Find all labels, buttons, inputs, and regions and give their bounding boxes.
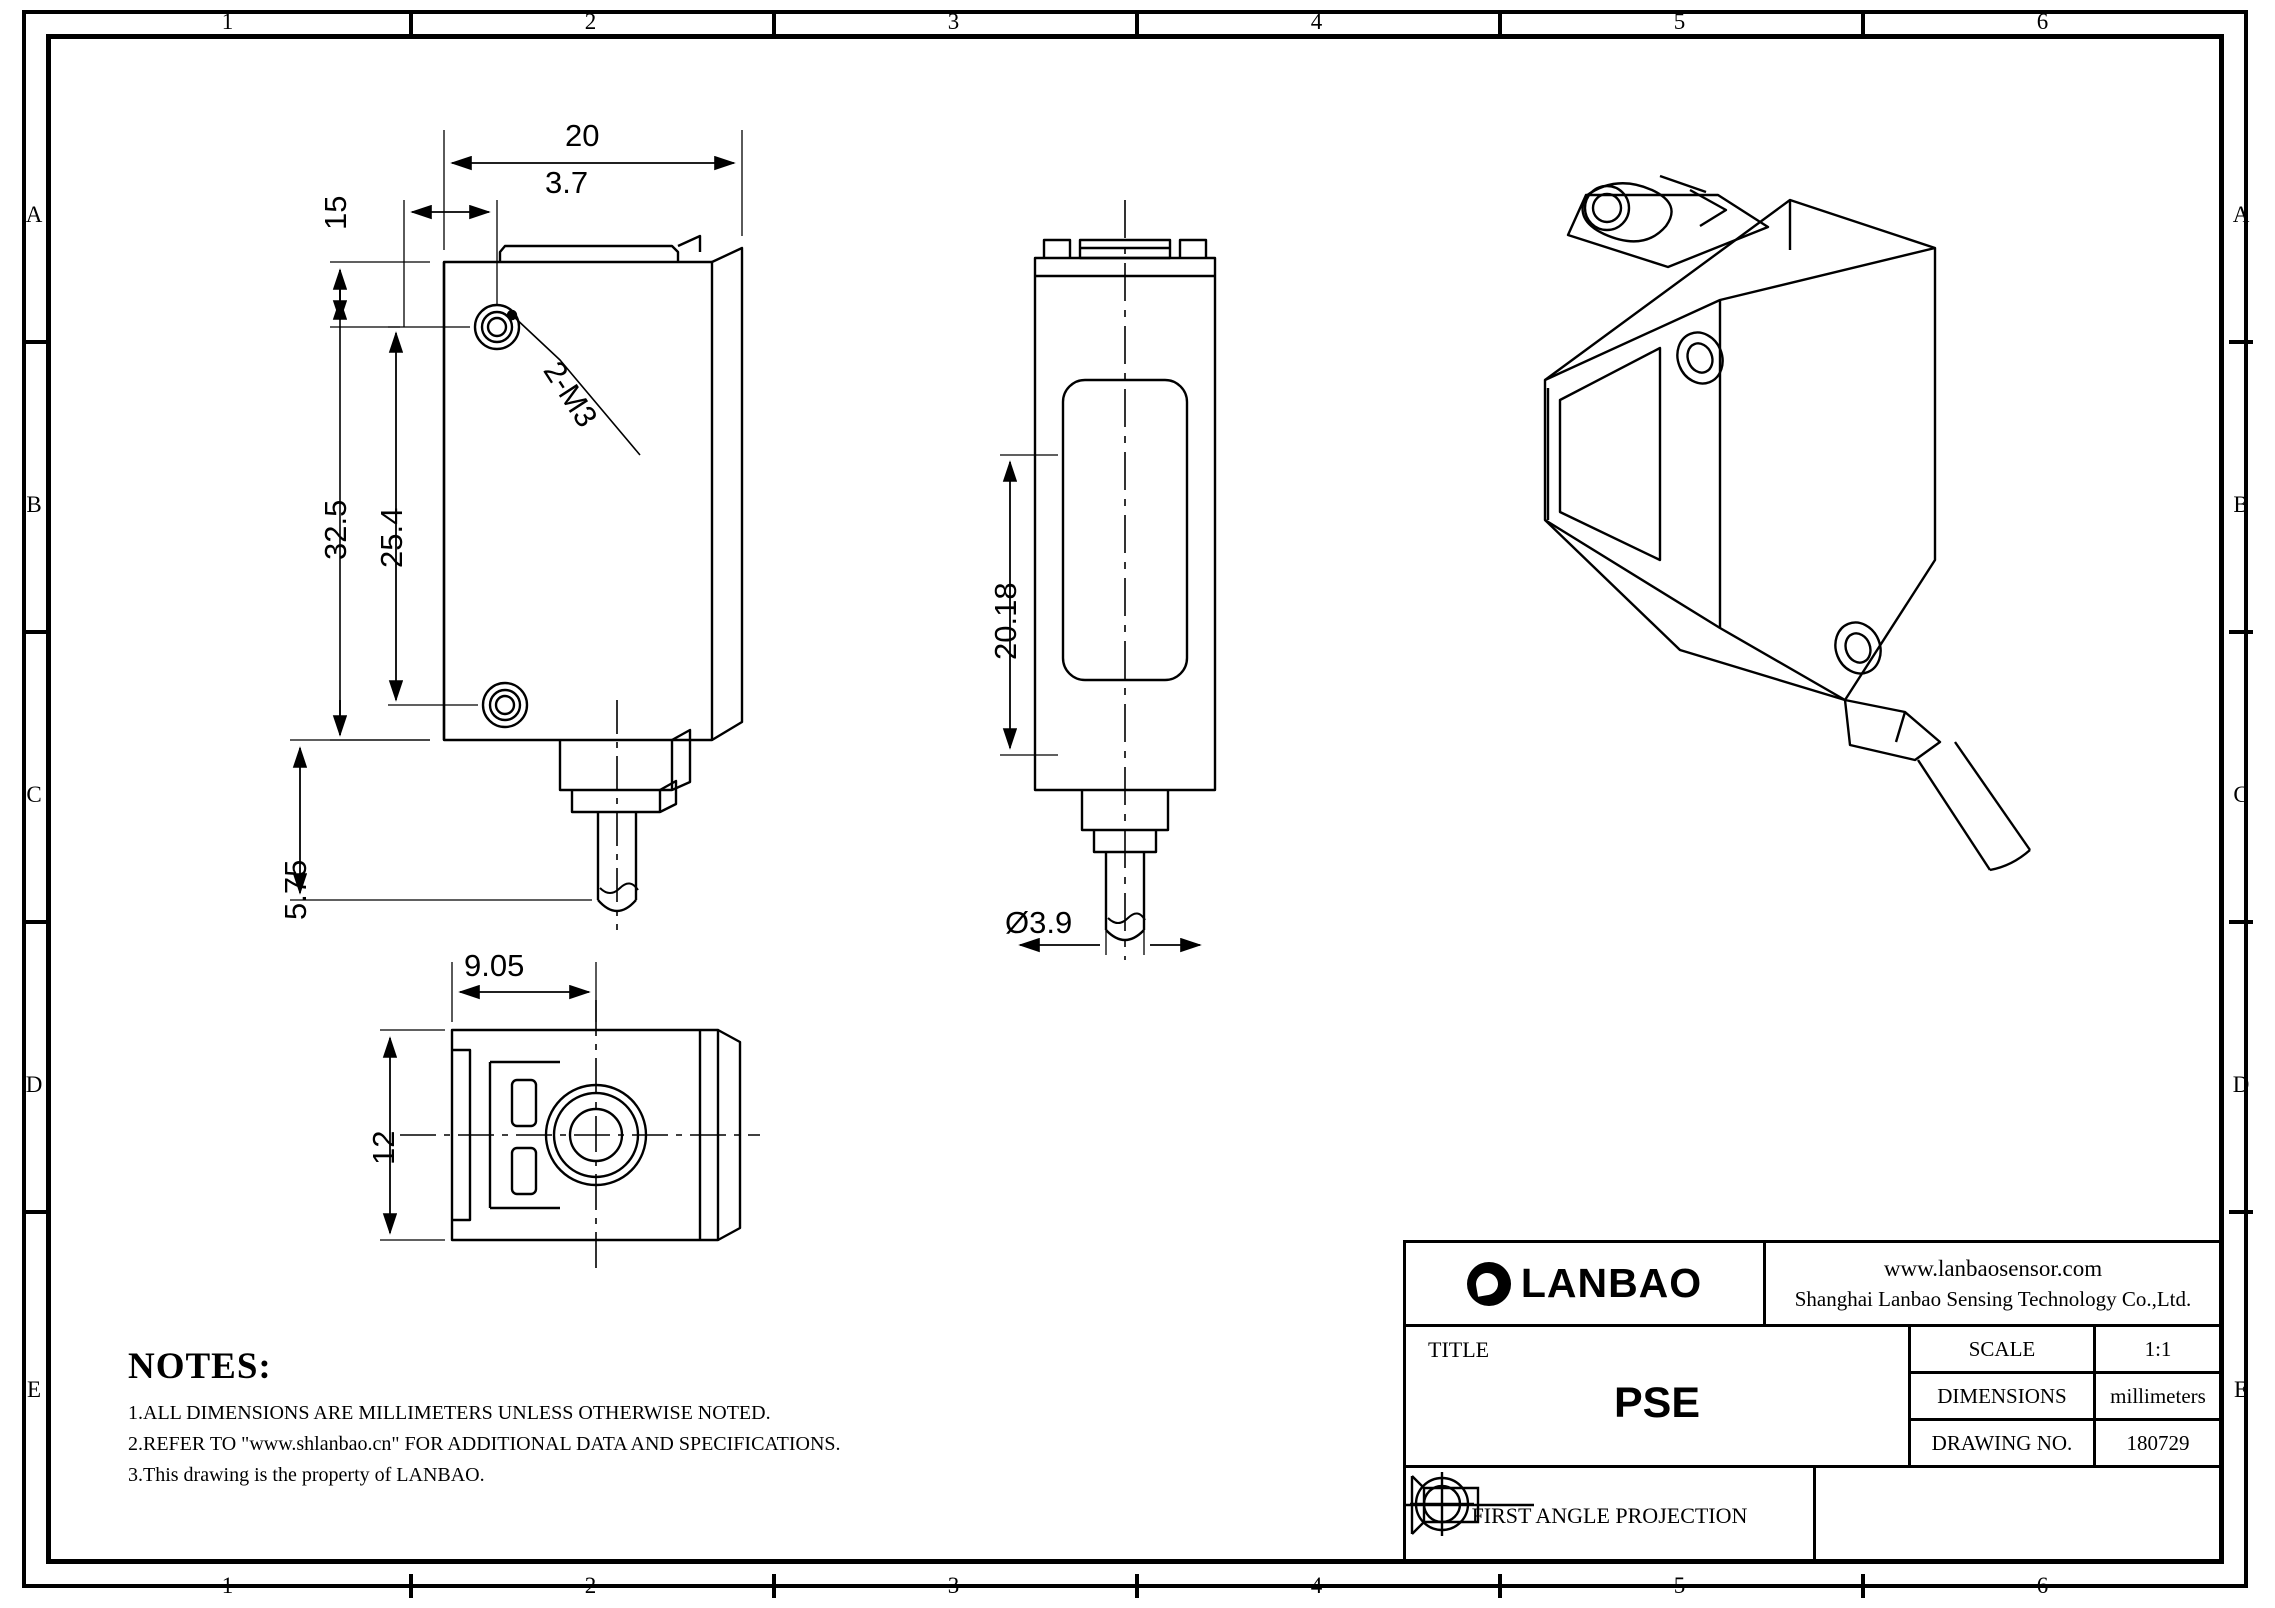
frame-tick	[1498, 1574, 1502, 1598]
dim-front-thread: 2-M3	[536, 355, 605, 434]
projection-symbol	[1816, 1468, 2220, 1564]
dim-front-hole-spacing: 25.4	[374, 507, 409, 568]
dimensions-value: millimeters	[2110, 1383, 2206, 1408]
drawing-title-label: TITLE	[1428, 1337, 1490, 1362]
title-block-logo-row	[1406, 1243, 2220, 1327]
frame-tick	[409, 10, 413, 34]
spec-row-scale	[1911, 1327, 2220, 1374]
lanbao-logo-text: LANBAO	[1520, 1260, 1703, 1306]
spec-row-dimensions	[1911, 1374, 2220, 1421]
notes-block	[128, 1345, 948, 1491]
frame-tick	[1498, 10, 1502, 34]
drawing-no-label: DRAWING NO.	[1911, 1421, 2096, 1465]
frame-tick	[1135, 1574, 1139, 1598]
zone-top-5: 5	[1673, 9, 1686, 34]
zone-top-1: 1	[221, 9, 234, 34]
projection-circle-icon	[1406, 1468, 1478, 1540]
frame-tick	[1861, 1574, 1865, 1598]
frame-tick	[772, 1574, 776, 1598]
spec-row-drawing-no	[1911, 1421, 2220, 1465]
frame-tick	[22, 340, 46, 344]
notes-title: NOTES:	[128, 1346, 272, 1387]
zone-right-e: E	[2233, 1377, 2249, 1402]
zone-right-c: C	[2233, 782, 2249, 807]
zone-right-a: A	[2232, 202, 2250, 227]
frame-tick	[772, 10, 776, 34]
note-line-2: 2.REFER TO "www.shlanbao.cn" FOR ADDITIONAL DATA AND SPECIFICATIONS.	[128, 1433, 841, 1455]
lanbao-logo	[1406, 1243, 1766, 1324]
dim-front-width: 20	[565, 118, 600, 153]
company-name: Shanghai Lanbao Sensing Technology Co.,Ltd.	[1794, 1286, 2192, 1311]
drawing-title-value: PSE	[1613, 1379, 1701, 1427]
drawing-title-cell	[1406, 1327, 1911, 1465]
note-line-1: 1.ALL DIMENSIONS ARE MILLIMETERS UNLESS OTHERWISE NOTED.	[128, 1402, 771, 1424]
scale-value: 1:1	[2144, 1336, 2172, 1361]
frame-tick	[2229, 920, 2253, 924]
company-website: www.lanbaosensor.com	[1883, 1255, 2103, 1281]
dimensions-label: DIMENSIONS	[1911, 1374, 2096, 1418]
note-line-3: 3.This drawing is the property of LANBAO.	[128, 1464, 485, 1486]
zone-bottom-6: 6	[2036, 1573, 2049, 1598]
zone-top-4: 4	[1310, 9, 1323, 34]
zone-left-a: A	[25, 202, 43, 227]
frame-tick	[1861, 10, 1865, 34]
zone-left-b: B	[26, 492, 42, 517]
frame-tick	[409, 1574, 413, 1598]
lanbao-logo-mark-icon	[1467, 1262, 1511, 1306]
frame-tick	[1135, 10, 1139, 34]
spec-table	[1911, 1327, 2220, 1465]
zone-bottom-1: 1	[221, 1573, 234, 1598]
dim-top-width: 9.05	[464, 948, 525, 983]
projection-label: FIRST ANGLE PROJECTION	[1406, 1468, 1816, 1564]
dim-side-cable-dia: Ø3.9	[1005, 905, 1073, 940]
frame-tick	[22, 920, 46, 924]
title-block-bottom-row	[1406, 1468, 2220, 1564]
zone-right-d: D	[2232, 1072, 2250, 1097]
dim-front-hole-offset: 3.7	[545, 165, 589, 200]
title-block	[1403, 1240, 2223, 1564]
frame-tick	[2229, 340, 2253, 344]
drawing-no-value: 180729	[2126, 1430, 2190, 1455]
title-block-middle-row	[1406, 1327, 2220, 1468]
zone-bottom-4: 4	[1310, 1573, 1323, 1598]
company-info	[1766, 1243, 2220, 1324]
frame-tick	[2229, 630, 2253, 634]
frame-tick	[2229, 1210, 2253, 1214]
dim-top-depth: 12	[366, 1130, 401, 1165]
zone-left-d: D	[25, 1072, 43, 1097]
zone-top-3: 3	[947, 9, 960, 34]
dim-side-window: 20.18	[988, 582, 1023, 660]
dim-front-height: 32.5	[318, 499, 353, 560]
scale-label: SCALE	[1911, 1327, 2096, 1371]
frame-tick	[22, 1210, 46, 1214]
zone-top-2: 2	[584, 9, 597, 34]
zone-left-e: E	[26, 1377, 42, 1402]
dim-front-offset-15: 15	[318, 195, 353, 230]
zone-left-c: C	[26, 782, 42, 807]
zone-top-6: 6	[2036, 9, 2049, 34]
zone-bottom-5: 5	[1673, 1573, 1686, 1598]
zone-bottom-2: 2	[584, 1573, 597, 1598]
dim-front-bottom: 5.75	[278, 859, 313, 920]
zone-right-b: B	[2233, 492, 2249, 517]
zone-bottom-3: 3	[947, 1573, 960, 1598]
frame-tick	[22, 630, 46, 634]
